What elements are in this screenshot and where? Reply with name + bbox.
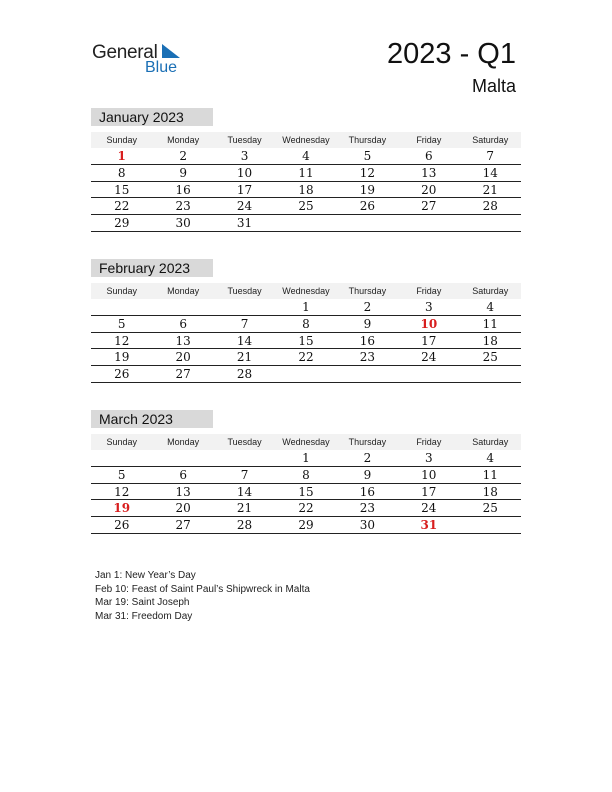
date-cell: 18 [482,333,498,348]
weekday-label: Monday [167,135,200,145]
month-label: January 2023 [91,108,213,126]
date-cell: 14 [236,333,253,348]
date-cell [214,299,275,315]
date-cell: 9 [179,165,187,180]
week-row [91,182,521,199]
date-cell: 13 [175,333,191,348]
date-cell: 4 [486,451,495,465]
month-grid [91,434,521,534]
date-cell: 12 [114,484,130,499]
date-cell: 11 [482,467,498,482]
date-cell [152,299,213,315]
weekday-label: Tuesday [227,286,262,296]
date-cell: 7 [240,467,249,482]
date-cell: 18 [298,182,314,197]
date-cell: 23 [359,501,376,516]
weekday-label: Tuesday [227,135,262,145]
date-cell: 17 [421,333,437,348]
date-cell: 5 [363,149,372,163]
date-cell: 21 [482,182,498,197]
date-cell: 28 [236,367,253,382]
date-cell: 19 [114,350,130,365]
date-cell: 23 [359,350,376,365]
date-cell: 15 [298,484,314,499]
date-cell: 3 [240,149,249,163]
date-cell [91,299,152,315]
date-cell: 22 [298,350,314,365]
holiday-date-cell: 31 [420,518,438,533]
date-cell [460,215,521,231]
date-cell: 24 [236,199,253,214]
week-row [91,299,521,316]
weekday-label: Sunday [106,437,137,447]
weekday-header-row [91,434,521,450]
week-row [91,349,521,366]
week-row [91,165,521,182]
date-cell: 19 [359,182,376,197]
date-cell: 4 [302,149,310,163]
date-cell: 1 [302,451,310,465]
date-cell: 20 [175,501,191,516]
date-cell [152,450,213,466]
date-cell: 10 [421,467,437,482]
date-cell: 18 [482,484,498,499]
date-cell: 15 [114,182,130,197]
date-cell: 28 [482,199,498,214]
week-row [91,484,521,501]
brand-name-general: General [92,42,158,63]
date-cell: 16 [359,333,376,348]
date-cell: 24 [421,501,437,516]
date-cell [460,366,521,382]
date-cell: 16 [175,182,191,197]
weekday-label: Wednesday [282,437,330,447]
weekday-label: Monday [167,286,200,296]
country-name: Malta [471,76,516,96]
holiday-item: Mar 19: Saint Joseph [95,597,190,608]
weekday-label: Saturday [472,135,509,145]
date-cell: 28 [236,518,253,533]
holiday-item: Mar 31: Freedom Day [95,610,193,622]
date-cell: 8 [302,316,310,331]
weekday-label: Thursday [348,135,387,145]
date-cell: 25 [482,501,498,516]
date-cell: 6 [425,149,433,163]
date-cell: 21 [236,501,253,516]
date-cell: 2 [363,451,372,465]
date-cell: 11 [482,316,498,331]
quarter-title: 2023 - Q1 [387,38,516,70]
weekday-label: Thursday [348,437,387,447]
date-cell: 27 [175,518,191,533]
month-label: February 2023 [91,259,213,277]
date-cell: 14 [236,484,253,499]
date-cell: 7 [240,316,249,331]
date-cell: 6 [179,316,187,331]
weekday-label: Saturday [472,437,509,447]
date-cell [275,215,336,231]
weekday-label: Tuesday [227,437,262,447]
weekday-label: Wednesday [282,286,330,296]
date-cell: 6 [179,467,187,482]
date-cell: 10 [236,165,253,180]
date-cell: 13 [175,484,191,499]
date-cell: 2 [179,149,187,163]
weekday-label: Friday [416,437,442,447]
date-cell: 20 [175,350,191,365]
week-row [91,366,521,383]
brand-name-blue: Blue [145,59,178,76]
holiday-date-cell: 1 [117,149,126,163]
date-cell: 3 [425,300,433,314]
date-cell: 1 [302,300,310,314]
date-cell: 9 [363,316,372,331]
date-cell: 21 [236,350,253,365]
weekday-header-row [91,132,521,148]
week-row [91,215,521,232]
brand-triangle-icon [160,44,182,60]
date-cell: 26 [359,199,376,214]
weekday-label: Saturday [472,286,509,296]
weekday-label: Sunday [106,286,137,296]
date-cell: 11 [298,165,314,180]
date-cell [460,517,521,533]
month-march [91,410,521,534]
date-cell: 15 [298,333,314,348]
date-cell: 24 [421,350,437,365]
month-january [91,108,521,232]
date-cell: 5 [117,316,126,331]
date-cell: 30 [175,216,191,231]
date-cell [214,450,275,466]
weekday-label: Friday [416,286,442,296]
date-cell: 29 [114,216,130,231]
week-row [91,333,521,350]
date-cell: 27 [175,367,191,382]
date-cell: 27 [421,199,437,214]
date-cell [91,450,152,466]
date-cell: 29 [298,518,314,533]
week-row [91,500,521,517]
holiday-date-cell: 19 [113,501,131,516]
holiday-item: Jan 1: New Year’s Day [95,570,196,581]
date-cell [398,215,459,231]
weekday-header-row [91,283,521,299]
date-cell: 26 [114,367,130,382]
date-cell: 26 [114,518,130,533]
holiday-item: Feb 10: Feast of Saint Paul’s Shipwreck in Malta [95,583,310,595]
date-cell: 8 [117,165,126,180]
brand-logo [92,40,192,80]
date-cell: 17 [421,484,437,499]
month-grid [91,132,521,232]
date-cell: 2 [363,300,372,314]
weekday-label: Sunday [106,135,137,145]
date-cell: 22 [114,199,130,214]
weekday-label: Thursday [348,286,387,296]
weekday-label: Wednesday [282,135,330,145]
date-cell: 13 [421,165,437,180]
month-february [91,259,521,383]
holiday-date-cell: 10 [420,316,438,331]
week-row [91,450,521,467]
date-cell: 22 [298,501,314,516]
date-cell: 9 [363,467,372,482]
date-cell: 23 [175,199,191,214]
date-cell: 25 [482,350,498,365]
week-row [91,517,521,534]
date-cell: 16 [359,484,376,499]
date-cell: 8 [302,467,310,482]
date-cell [337,215,398,231]
date-cell: 17 [236,182,253,197]
date-cell [398,366,459,382]
date-cell [275,366,336,382]
date-cell: 12 [114,333,130,348]
month-label: March 2023 [91,410,213,428]
date-cell: 3 [425,451,433,465]
date-cell: 30 [359,518,376,533]
date-cell: 31 [236,216,253,231]
date-cell [337,366,398,382]
date-cell: 7 [486,149,495,163]
date-cell: 25 [298,199,314,214]
date-cell: 4 [486,300,495,314]
date-cell: 20 [421,182,437,197]
weekday-label: Monday [167,437,200,447]
week-row [91,467,521,484]
date-cell: 12 [359,165,376,180]
weekday-label: Friday [416,135,442,145]
date-cell: 14 [482,165,498,180]
holiday-list [95,569,310,623]
week-row [91,148,521,165]
week-row [91,198,521,215]
week-row [91,316,521,333]
month-grid [91,283,521,383]
date-cell: 5 [117,467,126,482]
